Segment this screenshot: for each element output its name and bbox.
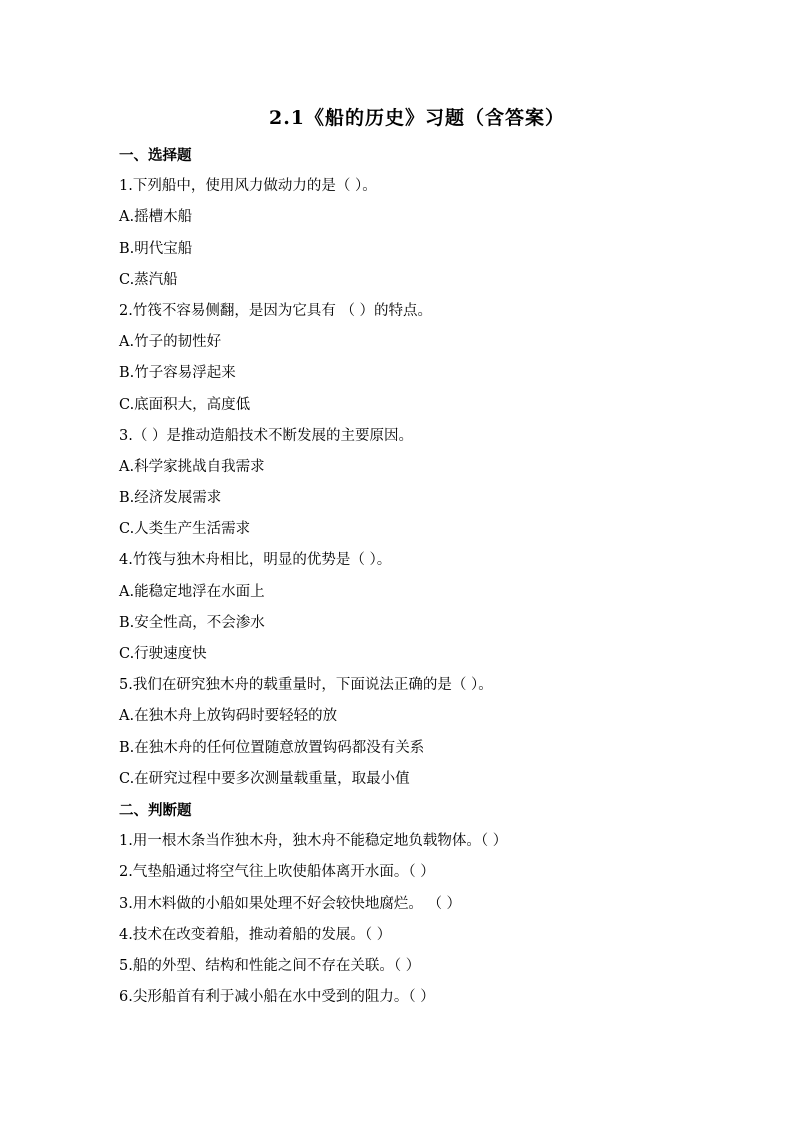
section-heading-judgment: 二、判断题 bbox=[119, 801, 192, 819]
option-3c: C.人类生产生活需求 bbox=[119, 521, 251, 538]
document-body bbox=[119, 140, 719, 1013]
section-judgment-lines bbox=[119, 826, 719, 1013]
judgment-6: 6.尖形船首有利于减小船在水中受到的阻力。（ ） bbox=[119, 989, 435, 1006]
judgment-3: 3.用木料做的小船如果处理不好会较快地腐烂。 （ ） bbox=[119, 895, 462, 912]
option-5a: A.在独木舟上放钩码时要轻轻的放 bbox=[119, 708, 338, 725]
option-5c: C.在研究过程中要多次测量载重量，取最小值 bbox=[119, 770, 410, 787]
option-3a: A.科学家挑战自我需求 bbox=[119, 458, 265, 475]
judgment-1: 1.用一根木条当作独木舟，独木舟不能稳定地负载物体。（ ） bbox=[119, 833, 508, 850]
option-2b: B.竹子容易浮起来 bbox=[119, 365, 236, 382]
question-2: 2.竹筏不容易侧翻，是因为它具有 （ ）的特点。 bbox=[119, 302, 433, 319]
judgment-2: 2.气垫船通过将空气往上吹使船体离开水面。（ ） bbox=[119, 864, 435, 881]
option-1a: A.摇槽木船 bbox=[119, 209, 193, 226]
question-5: 5.我们在研究独木舟的载重量时，下面说法正确的是（ ）。 bbox=[119, 677, 493, 694]
question-1: 1.下列船中，使用风力做动力的是（ ）。 bbox=[119, 178, 377, 195]
question-4: 4.竹筏与独木舟相比，明显的优势是（ ）。 bbox=[119, 552, 392, 569]
section-choice-lines bbox=[119, 171, 719, 795]
question-3: 3.（ ）是推动造船技术不断发展的主要原因。 bbox=[119, 427, 413, 444]
judgment-5: 5.船的外型、结构和性能之间不存在关联。（ ） bbox=[119, 957, 421, 974]
judgment-4: 4.技术在改变着船，推动着船的发展。（ ） bbox=[119, 926, 392, 943]
document-title: 2.1《船的历史》习题（含答案） bbox=[268, 107, 566, 129]
option-4b: B.安全性高，不会渗水 bbox=[119, 614, 265, 631]
option-2c: C.底面积大，高度低 bbox=[119, 396, 251, 413]
option-1c: C.蒸汽船 bbox=[119, 271, 178, 288]
option-4c: C.行驶速度快 bbox=[119, 646, 207, 662]
option-2a: A.竹子的韧性好 bbox=[119, 334, 222, 351]
section-heading-choice: 一、选择题 bbox=[119, 147, 192, 164]
option-4a: A.能稳定地浮在水面上 bbox=[119, 583, 265, 600]
option-5b: B.在独木舟的任何位置随意放置钩码都没有关系 bbox=[119, 739, 425, 756]
option-3b: B.经济发展需求 bbox=[119, 490, 222, 507]
option-1b: B.明代宝船 bbox=[119, 240, 193, 257]
